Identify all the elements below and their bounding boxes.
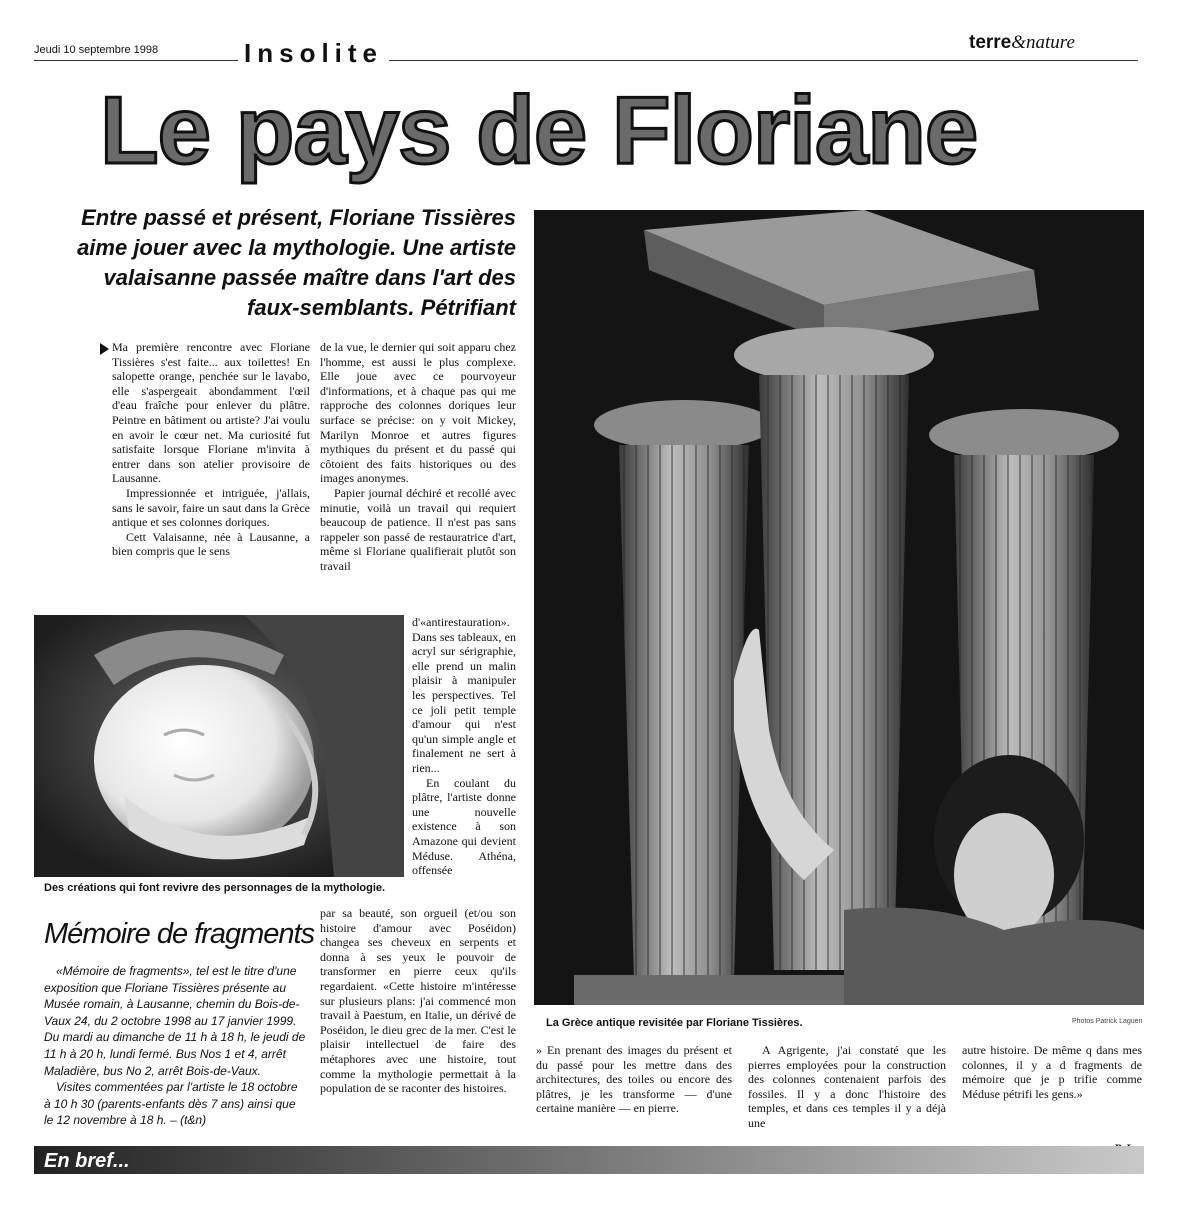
photo-doric-columns-illustration: [534, 210, 1144, 1005]
paragraph: Papier journal déchiré et recollé avec minutie, voilà un travail qui requiert beaucoup de patience. Il n'est pas sans rappeler son passé de restauratrice d'art, même si Floriane qualifierait plutôt son travail: [320, 485, 516, 573]
paragraph: Impressionnée et intriguée, j'allais, sans le savoir, faire un saut dans la Grèce antique et ses colonnes doriques.: [112, 485, 310, 530]
brand-amp: &: [1011, 32, 1027, 53]
photo-doric-columns: [534, 210, 1144, 1005]
paragraph: de la vue, le dernier qui soit apparu chez l'homme, est aussi le plus complexe. Elle joue avec ce pourvoyeur d'informations, et à chaque pas qui me rapproche des colonnes doriques leur surface se précise: on y voit Mickey, Marilyn Monroe et autres figures mythiques du présent et du passé qui côtoient des faits historiques ou des images anonymes.: [320, 340, 516, 486]
section-rubric: Insolite: [238, 38, 389, 69]
photo-plaster-head-illustration: [34, 615, 404, 877]
sidebar-paragraph: Visites commentées par l'artiste le 18 octobre à 10 h 30 (parents-enfants dès 7 ans) ainsi que le 12 novembre à 18 h. – (t&n): [44, 1080, 298, 1128]
sidebar-text: [44, 963, 306, 1129]
article-column-2-end: [320, 906, 516, 1096]
brand-part2: nature: [1026, 32, 1075, 53]
issue-date: Jeudi 10 septembre 1998: [34, 44, 159, 56]
sidebar-paragraph: «Mémoire de fragments», tel est le titre d'une exposition que Floriane Tissières présente au Musée romain, à Lausanne, chemin du Bois-de-Vaux 24, du 2 octobre 1998 au 17 janvier 1999. Du mardi au dimanche de 11 h à 18 h, le jeudi de 11 h à 20 h, lundi fermé. Bus Nos 1 et 4, arrêt Maladière, bus No 2, arrêt Bois-de-Vaux.: [44, 964, 306, 1078]
paragraph: En coulant du plâtre, l'artiste donne une nouvelle existence à son Amazone qui devient Méduse. Athéna, offensée: [412, 775, 516, 878]
paragraph: par sa beauté, son orgueil (et/ou son histoire d'amour avec Poséidon) changea ses cheveux en serpents et donna à ses yeux le pouvoir de transformer en pierre ceux qu'ils regardaient. «Cette histoire m'intéresse sur plusieurs plans: j'ai commencé mon travail à Paestum, en Italie, un dérivé de Poséidon, le dieu grec de la mer. C'est le plaisir intellectuel de faire des métaphores avec une histoire, tout comme la mythologie permettait à la population de se raconter des histoires.: [320, 906, 516, 1096]
en-bref-label: En bref...: [44, 1150, 130, 1172]
article-column-1: [112, 340, 310, 559]
paragraph: A Agrigente, j'ai constaté que les pierres employées pour la construction des colonnes contenaient parfois des fossiles. Il y a donc l'histoire des temples, et dans ces temples il y a déjà une: [748, 1043, 946, 1130]
photo-caption: Des créations qui font revivre des personnages de la mythologie.: [44, 882, 386, 894]
start-marker-icon: [100, 343, 109, 355]
photo-plaster-head: [34, 615, 404, 877]
en-bref-band: [34, 1146, 1144, 1174]
photo-caption-large: La Grèce antique revisitée par Floriane Tissières.: [546, 1017, 803, 1029]
sidebar-title: Mémoire de fragments: [44, 918, 315, 950]
paragraph: Cett Valaisanne, née à Lausanne, a bien compris que le sens: [112, 529, 310, 559]
article-column-3: [536, 1043, 732, 1116]
article-column-2-wrap: [412, 615, 516, 878]
brand-part1: terre: [969, 32, 1012, 53]
headline: Le pays de Floriane: [100, 77, 978, 184]
article-column-5: [962, 1043, 1142, 1101]
brand-logo: [965, 32, 1079, 54]
photo-credit: Photos Patrick Laguen: [1072, 1018, 1143, 1025]
header-rule: [34, 60, 1138, 61]
paragraph: Ma première rencontre avec Floriane Tissières s'est faite... aux toilettes! En salopette orange, penchée sur le lavabo, elle s'aspergeait abondamment l'œil d'eau fraîche pour enlever du plâtre. Peintre en bâtiment ou artiste? J'ai voulu en avoir le cœur net. Ma curiosité fut satisfaite lorsque Floriane m'invita à entrer dans son atelier provisoire de Lausanne.: [112, 340, 310, 486]
article-column-2: [320, 340, 516, 574]
lede: Entre passé et présent, Floriane Tissières aime jouer avec la mythologie. Une artiste valaisanne passée maître dans l'art des faux-semblants. Pétrifiant: [77, 205, 516, 320]
article-column-4: [748, 1043, 946, 1131]
paragraph: d'«antirestauration». Dans ses tableaux, en acryl sur sérigraphie, elle prend un malin plaisir à manipuler les perspectives. Tel ce joli petit temple d'amour qui n'est qu'un simple angle et finalement ne sert à rien...: [412, 615, 516, 775]
paragraph: » En prenant des images du présent et du passé pour les mettre dans des architectures, des toiles ou encore des plâtres, je les transforme — d'une certaine manière — en pierre.: [536, 1043, 732, 1116]
paragraph: autre histoire. De même q dans mes colonnes, il y a d fragments de mémoire que je p trifie comme Méduse pétrifi les gens.»: [962, 1043, 1142, 1101]
